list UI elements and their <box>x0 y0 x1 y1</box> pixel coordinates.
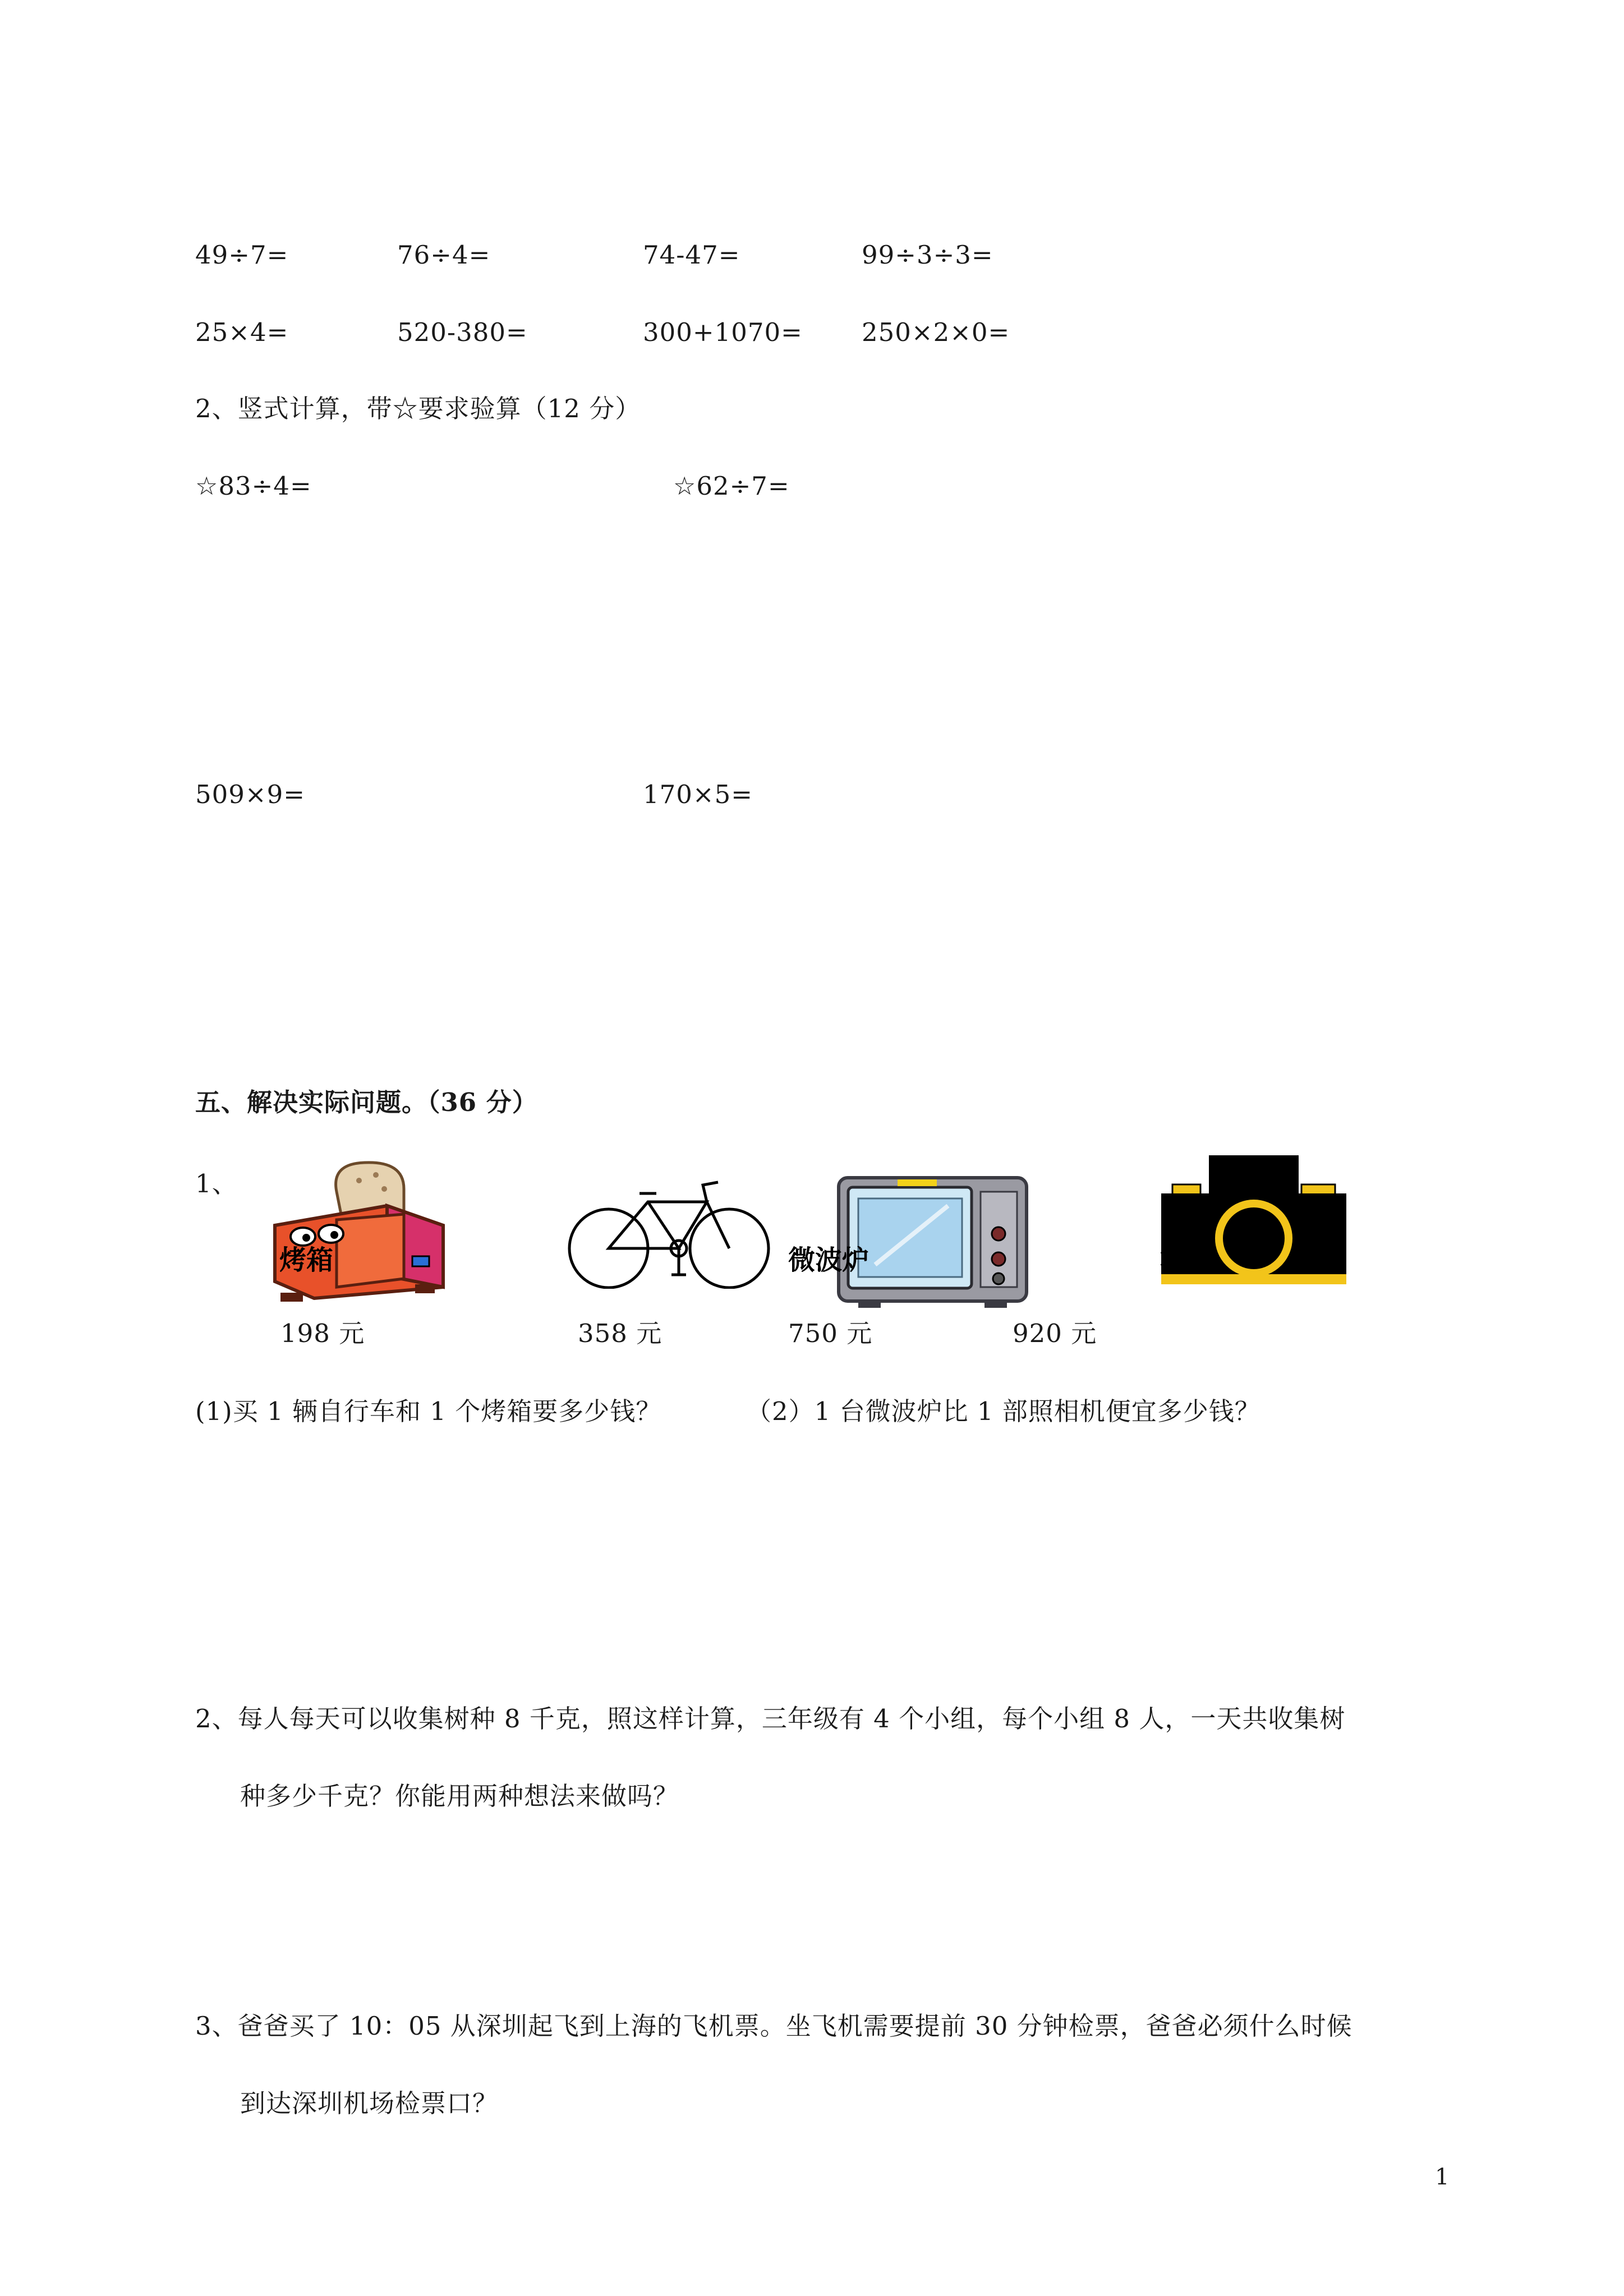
question-line: 种多少千克？你能用两种想法来做吗？ <box>240 1781 679 1811</box>
calc-item: 49÷7= <box>195 240 289 270</box>
question-part: (1)买 1 辆自行车和 1 个烤箱要多少钱？ <box>195 1396 662 1426</box>
calc-item: 76÷4= <box>397 240 491 270</box>
calc-item: 250×2×0= <box>862 317 1010 347</box>
calc-item: 99÷3÷3= <box>862 240 993 270</box>
section-heading: 五、解决实际问题。（36 分） <box>195 1087 538 1117</box>
question-line: 3、爸爸买了 10：05 从深圳起飞到上海的飞机票。坐飞机需要提前 30 分钟检票，爸爸必须什么时候 <box>195 2011 1352 2041</box>
question-part: （2）1 台微波炉比 1 部照相机便宜多少钱？ <box>746 1396 1260 1426</box>
question-line: 到达深圳机场检票口？ <box>240 2088 499 2118</box>
vertical-calc-item: ☆83÷4= <box>195 471 312 501</box>
calc-item: 520-380= <box>397 317 528 347</box>
bicycle-icon <box>564 1177 777 1289</box>
calc-item: 300+1070= <box>643 317 803 347</box>
item-label: 机 <box>1160 1244 1188 1276</box>
item-price: 358 元 <box>578 1318 663 1348</box>
item-price: 750 元 <box>788 1318 873 1348</box>
question-line: 2、每人每天可以收集树种 8 千克，照这样计算，三年级有 4 个小组，每个小组 8 人，一天共收集树 <box>195 1704 1346 1733</box>
camera-icon <box>1161 1155 1346 1287</box>
vertical-calc-item: ☆62÷7= <box>673 471 790 501</box>
question-number: 1、 <box>195 1169 238 1198</box>
item-price: 198 元 <box>280 1318 365 1348</box>
toaster-icon <box>264 1158 457 1307</box>
vertical-calc-item: 509×9= <box>195 780 305 809</box>
calc-item: 74-47= <box>643 240 740 270</box>
calc-item: 25×4= <box>195 317 289 347</box>
item-price: 920 元 <box>1013 1318 1097 1348</box>
item-label: 烤箱 <box>279 1244 334 1276</box>
vertical-calc-heading: 2、竖式计算，带☆要求验算（12 分） <box>195 394 641 423</box>
page-number: 1 <box>1435 2164 1450 2190</box>
vertical-calc-item: 170×5= <box>643 780 753 809</box>
item-label: 微波炉 <box>788 1244 869 1276</box>
